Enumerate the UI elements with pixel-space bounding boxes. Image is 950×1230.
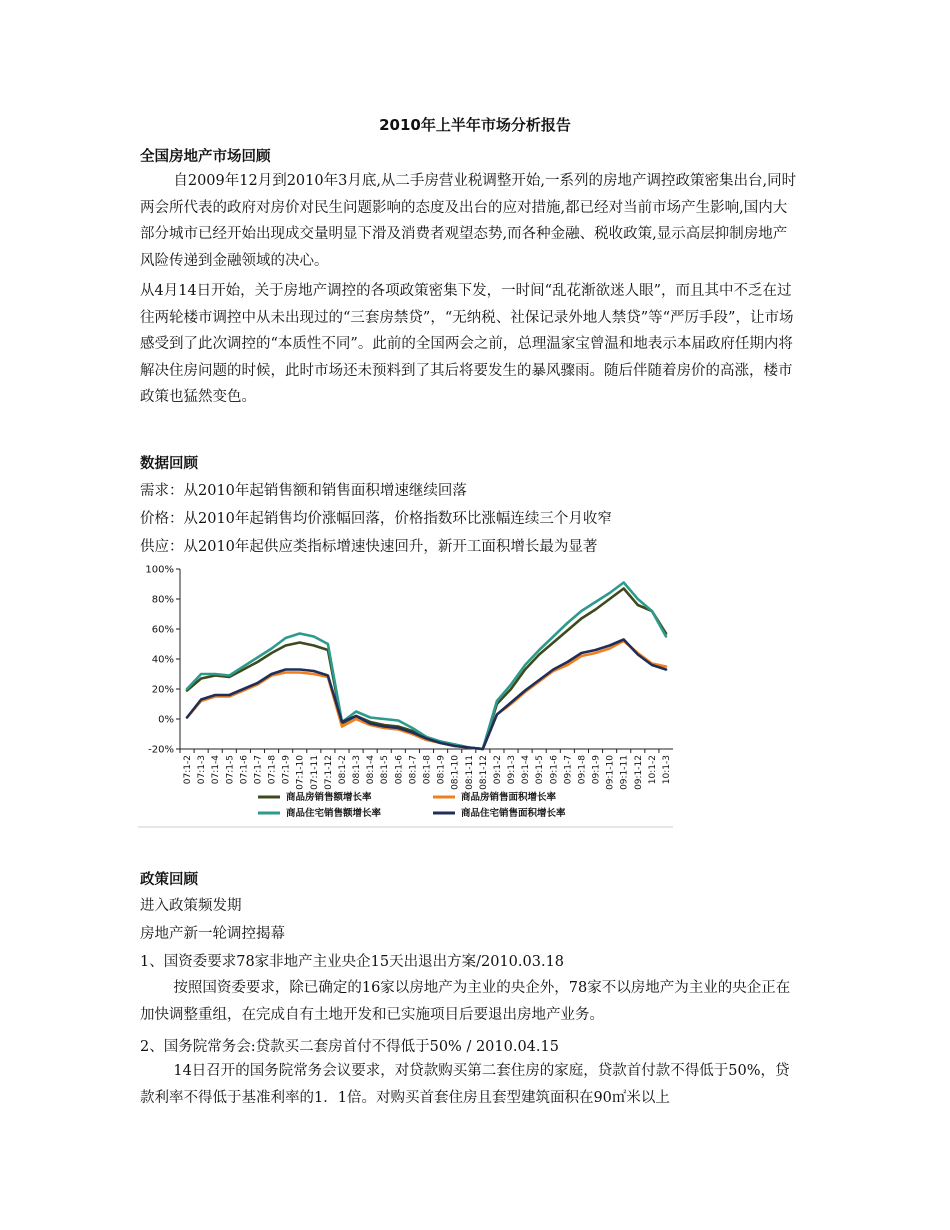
x-tick-label: 08:1-7 — [408, 755, 419, 785]
series-line-1 — [187, 589, 666, 750]
x-tick-label: 08:1-8 — [422, 755, 433, 785]
policy-item-2-body: 14日召开的国务院常务会议要求，对贷款购买第二套住房的家庭，贷款首付款不得低于50%，贷款利率不得低于基准利率的1．1倍。对购买首套住房且套型建筑面积在90㎡米以上 — [140, 1063, 790, 1106]
x-tick-label: 08:1-2 — [337, 755, 348, 785]
x-tick-label: 07:1-7 — [253, 755, 264, 785]
policy-item-2-title: 2、国务院常务会:贷款买二套房首付不得低于50% / 2010.04.15 — [140, 1039, 559, 1055]
x-tick-label: 09:1-8 — [577, 755, 588, 785]
y-tick-label: 0% — [158, 714, 174, 726]
x-tick-label: 09:1-10 — [605, 755, 616, 790]
policy-item-1-title: 1、国资委要求78家非地产主业央企15天出退出方案/2010.03.18 — [140, 954, 565, 970]
x-tick-label: 08:1-10 — [450, 755, 461, 790]
y-tick-label: 60% — [151, 624, 174, 636]
legend-label-1: 商品房销售额增长率 — [286, 792, 372, 803]
section-heading-market-review: 全国房地产市场回顾 — [140, 149, 271, 165]
x-tick-label: 07:1-12 — [323, 755, 334, 790]
sales-growth-line-chart — [138, 560, 678, 830]
section-heading-policy-review: 政策回顾 — [140, 872, 198, 888]
x-tick-label: 07:1-8 — [267, 755, 278, 785]
x-tick-label: 07:1-5 — [225, 755, 236, 785]
y-tick-label: 80% — [151, 594, 174, 606]
data-line-price: 价格：从2010年起销售均价涨幅回落，价格指数环比涨幅连续三个月收窄 — [140, 511, 612, 527]
x-tick-label: 08:1-6 — [394, 755, 405, 785]
section-heading-data-review: 数据回顾 — [140, 456, 198, 472]
x-tick-label: 07:1-2 — [183, 755, 194, 785]
x-tick-label: 07:1-9 — [281, 755, 292, 785]
x-tick-label: 09:1-12 — [633, 755, 644, 790]
policy-item-1-body: 按照国资委要求，除已确定的16家以房地产为主业的央企外，78家不以房地产为主业的央企正在加快调整重组，在完成自有土地开发和已实施项目后要退出房地产业务。 — [140, 980, 791, 1023]
x-tick-label: 10:1-3 — [661, 755, 672, 785]
x-tick-label: 09:1-2 — [492, 755, 503, 785]
paragraph-market-intro: 自2009年12月到2010年3月底,从二手房营业税调整开始,一系列的房地产调控政策密集出台,同时两会所代表的政府对房价对民生问题影响的态度及出台的应对措施,都已经对当前市场产生影响,国内大部分城市已经开始出现成交量明显下滑及消费者观望态势,而各种金融、税收政策,显示高层抑制房地产风险传递到金融领域的决心。 — [140, 173, 797, 269]
x-tick-label: 09:1-9 — [591, 755, 602, 785]
x-tick-label: 08:1-12 — [478, 755, 489, 790]
x-tick-label: 07:1-3 — [197, 755, 208, 785]
y-tick-label: 100% — [145, 564, 174, 576]
legend-label-2: 商品房销售面积增长率 — [461, 792, 557, 803]
x-tick-label: 09:1-11 — [619, 755, 630, 790]
y-tick-label: 40% — [151, 654, 174, 666]
x-tick-label: 08:1-3 — [352, 755, 363, 785]
x-tick-label: 09:1-4 — [521, 755, 532, 785]
y-tick-label: 20% — [151, 684, 174, 696]
x-tick-label: 08:1-11 — [464, 755, 475, 790]
policy-line-new-round: 房地产新一轮调控揭幕 — [140, 926, 285, 942]
paragraph-policy-intro: 从4月14日开始，关于房地产调控的各项政策密集下发，一时间“乱花渐欲迷人眼”，而且其中不乏在过往两轮楼市调控中从未出现过的“三套房禁贷”，“无纳税、社保记录外地人禁贷”等“严厉手段”，让市场感受到了此次调控的“本质性不同”。此前的全国两会之前，总理温家宝曾温和地表示本届政府任期内将解决住房问题的时候，此时市场还未预料到了其后将要发生的暴风骤雨。随后伴随着房价的高涨，楼市政策也猛然变色。 — [140, 283, 794, 405]
x-tick-label: 09:1-3 — [507, 755, 518, 785]
data-line-supply: 供应：从2010年起供应类指标增速快速回升，新开工面积增长最为显著 — [140, 539, 598, 555]
x-tick-label: 07:1-10 — [295, 755, 306, 790]
x-tick-label: 08:1-4 — [366, 755, 377, 785]
legend-label-4: 商品住宅销售面积增长率 — [461, 808, 566, 819]
x-tick-label: 09:1-6 — [549, 755, 560, 785]
x-tick-label: 07:1-11 — [309, 755, 320, 790]
legend-label-3: 商品住宅销售额增长率 — [286, 808, 382, 819]
y-tick-label: -20% — [148, 744, 174, 756]
x-tick-label: 08:1-5 — [380, 755, 391, 785]
x-tick-label: 10:1-2 — [647, 755, 658, 785]
x-tick-label: 09:1-7 — [563, 755, 574, 785]
x-tick-label: 09:1-5 — [535, 755, 546, 785]
x-tick-label: 07:1-6 — [239, 755, 250, 785]
document-title: 2010年上半年市场分析报告 — [379, 116, 571, 134]
series-line-3 — [187, 583, 666, 750]
policy-line-frequent: 进入政策频发期 — [140, 898, 242, 914]
x-tick-label: 07:1-4 — [211, 755, 222, 785]
x-tick-label: 08:1-9 — [436, 755, 447, 785]
data-line-demand: 需求：从2010年起销售额和销售面积增速继续回落 — [140, 483, 467, 499]
